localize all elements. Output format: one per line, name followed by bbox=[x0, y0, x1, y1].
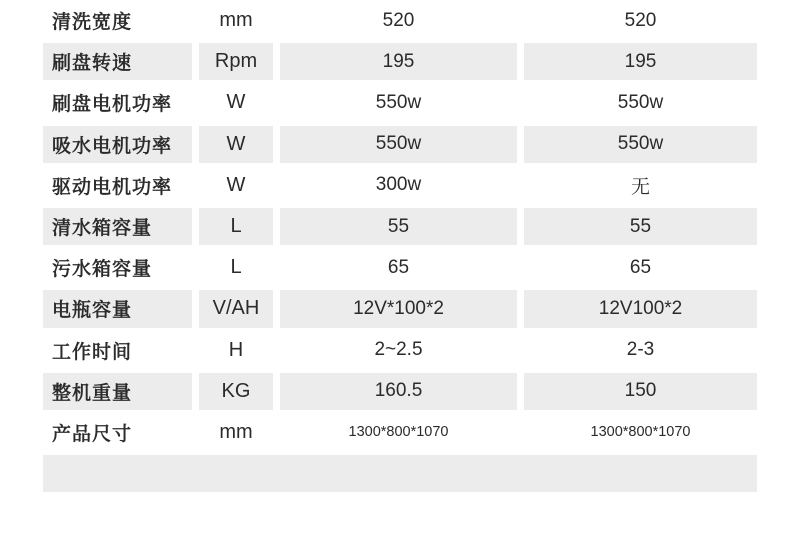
spec-label: 驱动电机功率 bbox=[52, 176, 173, 198]
spec-value-model-b: 2-3 bbox=[626, 339, 655, 361]
spec-row-drive-motor-power bbox=[43, 165, 757, 206]
spec-value-model-a: 2~2.5 bbox=[374, 339, 423, 361]
spec-label: 刷盘转速 bbox=[43, 43, 192, 80]
spec-row-product-size bbox=[43, 412, 757, 453]
spec-unit: H bbox=[228, 338, 244, 361]
spec-value-model-a: 65 bbox=[387, 256, 410, 278]
empty-spacer-bar bbox=[43, 455, 757, 492]
spec-value-model-a: 300w bbox=[375, 174, 422, 196]
spec-value-model-a: 12V*100*2 bbox=[280, 290, 517, 327]
spec-label: 刷盘电机功率 bbox=[52, 94, 173, 116]
spec-value-model-a: 195 bbox=[280, 43, 517, 80]
spec-row-total-weight bbox=[43, 371, 757, 412]
spec-value-model-b: 520 bbox=[624, 9, 657, 31]
spec-label: 整机重量 bbox=[43, 373, 192, 410]
spec-unit: L bbox=[230, 256, 242, 279]
spec-unit: L bbox=[199, 208, 273, 245]
spec-row-suction-motor-power bbox=[43, 124, 757, 165]
spec-label: 清水箱容量 bbox=[43, 208, 192, 245]
spec-label: 吸水电机功率 bbox=[43, 126, 192, 163]
spec-value-model-a: 520 bbox=[382, 9, 415, 31]
spec-value-model-b: 150 bbox=[524, 373, 757, 410]
spec-unit: mm bbox=[219, 420, 253, 443]
spec-value-model-b: 无 bbox=[630, 176, 650, 198]
spec-row-clean-water-tank bbox=[43, 206, 757, 247]
spec-value-model-a: 550w bbox=[280, 126, 517, 163]
spec-value-model-a: 550w bbox=[375, 91, 422, 113]
spec-unit: Rpm bbox=[199, 43, 273, 80]
spec-unit: W bbox=[199, 126, 273, 163]
spec-unit: W bbox=[226, 91, 246, 114]
spec-row-cleaning-width bbox=[43, 0, 757, 41]
spec-value-model-a: 55 bbox=[280, 208, 517, 245]
spec-table bbox=[43, 0, 757, 492]
spec-row-brush-speed bbox=[43, 41, 757, 82]
spec-row-dirty-water-tank bbox=[43, 247, 757, 288]
spec-value-model-b: 12V100*2 bbox=[524, 290, 757, 327]
spec-row-working-time bbox=[43, 330, 757, 371]
spec-unit: KG bbox=[199, 373, 273, 410]
spec-label: 污水箱容量 bbox=[52, 259, 153, 281]
spec-value-model-b: 65 bbox=[629, 256, 652, 278]
spec-label: 工作时间 bbox=[52, 341, 133, 363]
spec-value-model-a: 160.5 bbox=[280, 373, 517, 410]
spec-unit: V/AH bbox=[199, 290, 273, 327]
spec-row-battery-capacity bbox=[43, 288, 757, 329]
spec-unit: mm bbox=[219, 9, 253, 32]
spec-row-brush-motor-power bbox=[43, 82, 757, 123]
spec-value-model-b: 55 bbox=[524, 208, 757, 245]
spec-label: 产品尺寸 bbox=[52, 423, 133, 445]
spec-unit: W bbox=[226, 173, 246, 196]
spec-value-model-b: 195 bbox=[524, 43, 757, 80]
spec-value-model-b: 550w bbox=[524, 126, 757, 163]
spec-value-model-b: 550w bbox=[617, 91, 664, 113]
spec-value-model-a: 1300*800*1070 bbox=[348, 424, 449, 441]
spec-value-model-b: 1300*800*1070 bbox=[590, 424, 691, 441]
spec-label: 电瓶容量 bbox=[43, 290, 192, 327]
spec-label: 清洗宽度 bbox=[52, 12, 133, 34]
